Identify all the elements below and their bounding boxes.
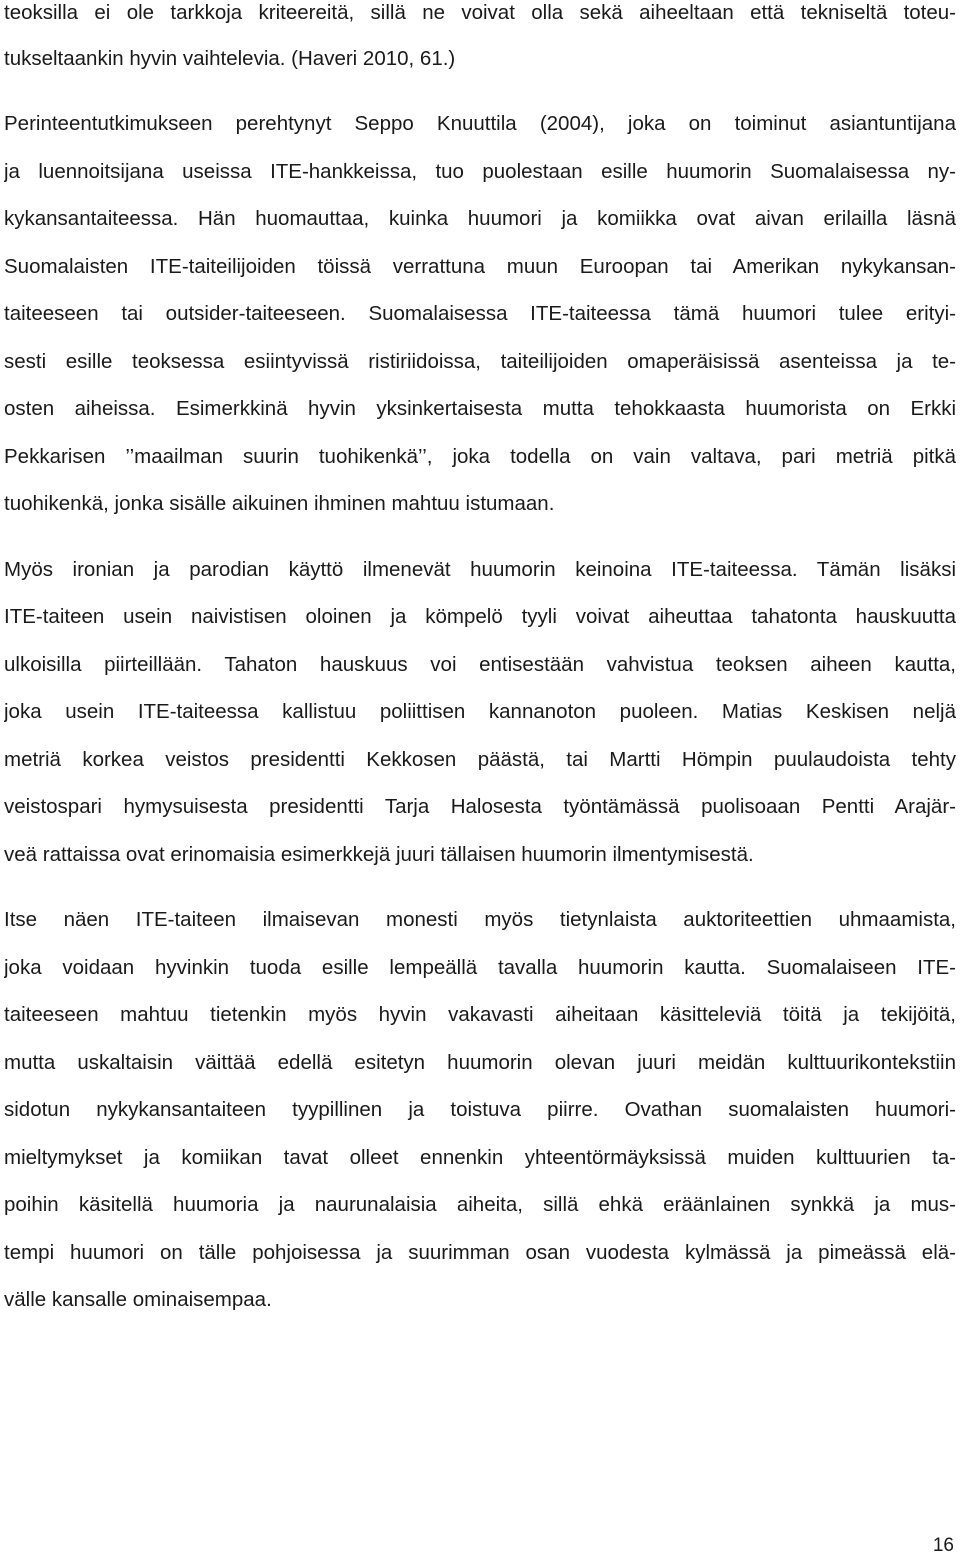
text-line: välle kansalle ominaisempaa. — [4, 1288, 272, 1311]
text-line: taiteeseen tai outsider-taiteeseen. Suomalaisessa ITE-taiteessa tämä huumori tulee erityi- — [4, 302, 956, 325]
paragraph-4 — [4, 896, 956, 1324]
paragraph-2 — [4, 100, 956, 528]
text-line: ja luennoitsijana useissa ITE-hankkeissa, tuo puolestaan esille huumorin Suomalaisessa ny- — [4, 159, 956, 183]
text-line: tukseltaankin hyvin vaihtelevia. (Haveri 2010, 61.) — [4, 47, 456, 70]
text-line: mutta uskaltaisin väittää edellä esitetyn huumorin olevan juuri meidän kulttuurikontekstiin — [4, 1050, 956, 1074]
text-line: Pekkarisen ’’maailman suurin tuohikenkä’’, joka todella on vain valtava, pari metriä pitkä — [4, 444, 956, 468]
text-line: joka usein ITE-taiteessa kallistuu poliittisen kannanoton puoleen. Matias Keskisen neljä — [4, 700, 956, 723]
text-line: tuohikenkä, jonka sisälle aikuinen ihminen mahtuu istumaan. — [4, 492, 555, 515]
text-line: teoksilla ei ole tarkkoja kriteereitä, sillä ne voivat olla sekä aiheeltaan että tekniseltä toteu- — [4, 1, 956, 24]
text-line: veistospari hymysuisesta presidentti Tarja Halosesta työntämässä puolisoaan Pentti Arajär- — [4, 795, 956, 818]
paragraph-1 — [4, 0, 956, 100]
text-line: Suomalaisten ITE-taiteilijoiden töissä verrattuna muun Euroopan tai Amerikan nykykansan- — [4, 254, 956, 278]
text-line: Itse näen ITE-taiteen ilmaisevan monesti myös tietynlaista auktoriteettien uhmaamista, — [4, 908, 956, 931]
text-line: ulkoisilla piirteillään. Tahaton hauskuus voi entisestään vahvistua teoksen aiheen kautta, — [4, 652, 956, 676]
text-line: Myös ironian ja parodian käyttö ilmenevät huumorin keinoina ITE-taiteessa. Tämän lisäksi — [4, 557, 956, 581]
text-line: metriä korkea veistos presidentti Kekkosen päästä, tai Martti Hömpin puulaudoista tehty — [4, 747, 956, 771]
text-line: osten aiheissa. Esimerkkinä hyvin yksinkertaisesta mutta tehokkaasta huumorista on Erkki — [4, 397, 956, 420]
text-line: tempi huumori on tälle pohjoisessa ja suurimman osan vuodesta kylmässä ja pimeässä elä- — [4, 1240, 956, 1264]
text-line: sesti esille teoksessa esiintyvissä ristiriidoissa, taiteilijoiden omaperäisissä asenteissa ja te- — [4, 349, 956, 373]
text-line: Perinteentutkimukseen perehtynyt Seppo Knuuttila (2004), joka on toiminut asiantuntijana — [4, 112, 956, 135]
text-line: poihin käsitellä huumoria ja naurunalaisia aiheita, sillä ehkä eräänlainen synkkä ja mus- — [4, 1193, 956, 1216]
text-line: taiteeseen mahtuu tietenkin myös hyvin vakavasti aiheitaan käsitteleviä töitä ja tekijöitä, — [4, 1003, 956, 1026]
page-number: 16 — [932, 1535, 954, 1556]
text-line: sidotun nykykansantaiteen tyypillinen ja toistuva piirre. Ovathan suomalaisten huumori- — [4, 1098, 956, 1121]
text-line: mieltymykset ja komiikan tavat olleet ennenkin yhteentörmäyksissä muiden kulttuurien ta- — [4, 1145, 956, 1169]
paragraph-3 — [4, 546, 956, 879]
text-line: ITE-taiteen usein naivistisen oloinen ja kömpelö tyyli voivat aiheuttaa tahatonta hauskuutta — [4, 605, 956, 628]
text-line: kykansantaiteessa. Hän huomauttaa, kuinka huumori ja komiikka ovat aivan erilailla läsnä — [4, 207, 956, 230]
body-text — [4, 0, 956, 1324]
text-line: joka voidaan hyvinkin tuoda esille lempeällä tavalla huumorin kautta. Suomalaiseen ITE- — [4, 955, 956, 979]
text-line: veä rattaissa ovat erinomaisia esimerkkejä juuri tällaisen huumorin ilmentymisestä. — [4, 842, 754, 866]
